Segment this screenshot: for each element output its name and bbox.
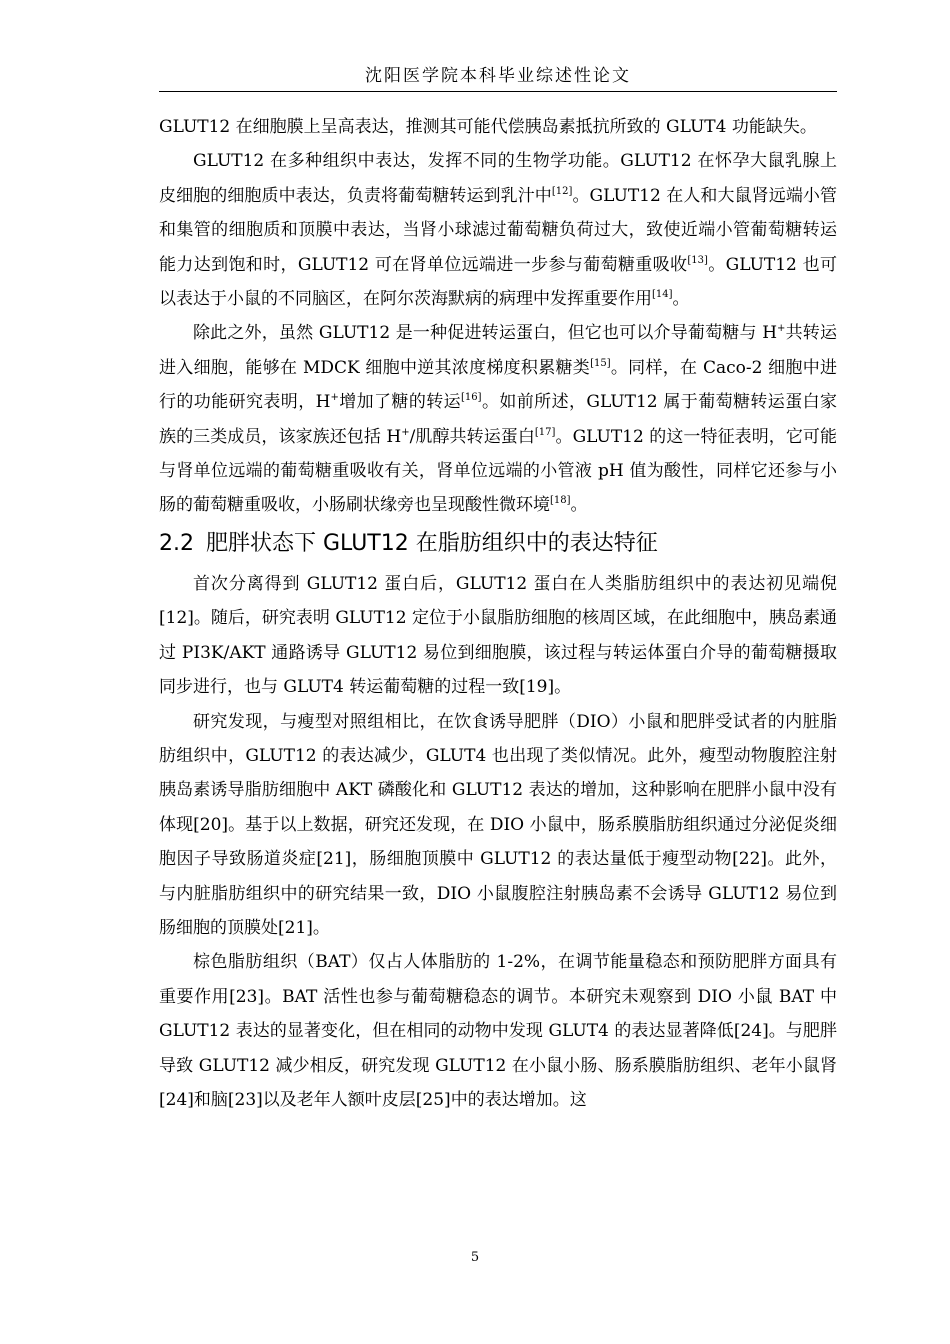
text-run: 。GLUT12 在人和大鼠肾远端小管和集管的细胞质和顶膜中表达，当肾小球滤过葡萄糖负荷过大，致使近端小管葡萄糖转运能力达到饱和时，GLUT12 可在肾单位远端进一步参与葡萄糖重吸收 [159,185,838,275]
text-run: 。如前所述，GLUT12 属于葡萄糖转运蛋白家族的三类成员，该家族还包括 H [159,392,838,447]
superscript-plus: + [777,323,786,335]
text-run: 。同样，在 Caco-2 细胞中进行的功能研究表明，H [159,357,837,413]
superscript-plus: + [330,392,339,404]
citation: [15] [590,357,611,369]
text-run: /肌醇共转运蛋白 [409,426,535,447]
text-run: 共转运进入细胞，能够在 MDCK 细胞中逆其浓度梯度积累糖类 [159,323,837,378]
text-run: 除此之外，虽然 GLUT12 是一种促进转运蛋白，但它也可以介导葡萄糖与 H [193,323,778,344]
citation: [18] [550,495,571,507]
paragraph-proton-cotransport [159,316,837,522]
citation: [12] [551,185,573,197]
header-rule [159,91,837,92]
running-header: 沈阳医学院本科毕业综述性论文 [365,66,631,86]
section-title: 肥胖状态下 GLUT12 在脂肪组织中的表达特征 [206,530,658,556]
paragraph-brown-adipose: 棕色脂肪组织（BAT）仅占人体脂肪的 1-2%，在调节能量稳态和预防肥胖方面具有重要作用[23]。BAT 活性也参与葡萄糖稳态的调节。本研究未观察到 DIO 小鼠 BAT 中 GLUT12 表达的显著变化，但在相同的动物中发现 GLUT4 的表达显著降低[24]。与肥胖导致 GLUT12 减少相反，研究发现 GLUT12 在小鼠小肠、肠系膜脂肪组织、老年小鼠肾[24]和脑[23]以及老年人额叶皮层[25]中的表达增加。这 [159,952,837,1110]
citation: [13] [687,254,708,266]
text-run: 。GLUT12 也可以表达于小鼠的不同脑区，在阿尔茨海默病的病理中发挥重要作用 [159,254,837,310]
citation: [17] [534,426,556,438]
text-run: 增加了糖的转运 [338,392,462,413]
section-number: 2.2 [159,530,194,556]
text-run: 。 [672,289,690,310]
text-run: GLUT12 在多种组织中表达，发挥不同的生物学功能。GLUT12 在怀孕大鼠乳腺上皮细胞的细胞质中表达，负责将葡萄糖转运到乳汁中 [159,151,837,206]
citation: [14] [652,289,673,301]
text-run: 。GLUT12 的这一特征表明，它可能与肾单位远端的葡萄糖重吸收有关，肾单位远端的小管液 pH 值为酸性，同样它还参与小肠的葡萄糖重吸收，小肠刷状缘旁也呈现酸性微环境 [159,426,837,516]
text-run: 。 [570,495,588,516]
paragraph-glut12-tissue-expression [159,144,837,316]
paragraph-continued: GLUT12 在细胞膜上呈高表达，推测其可能代偿胰岛素抵抗所致的 GLUT4 功能缺失。 [159,117,817,137]
section-heading [159,525,837,563]
paragraph-dio-obesity: 研究发现，与瘦型对照组相比，在饮食诱导肥胖（DIO）小鼠和肥胖受试者的内脏脂肪组织中，GLUT12 的表达减少，GLUT4 也出现了类似情况。此外，瘦型动物腹腔注射胰岛素诱导脂肪细胞中 AKT 磷酸化和 GLUT12 表达的增加，这种影响在肥胖小鼠中没有体现[20]。基于以上数据，研究还发现，在 DIO 小鼠中，肠系膜脂肪组织通过分泌促炎细胞因子导致肠道炎症[21]，肠细胞顶膜中 GLUT12 的表达量低于瘦型动物[22]。此外，与内脏脂肪组织中的研究结果一致，DIO 小鼠腹腔注射胰岛素不会诱导 GLUT12 易位到肠细胞的顶膜处[21]。 [159,711,837,938]
body-text [159,110,837,1117]
superscript-plus: + [401,426,410,438]
citation: [16] [461,392,482,404]
page-number: 5 [470,1250,480,1265]
paragraph-adipose-localization: 首次分离得到 GLUT12 蛋白后，GLUT12 蛋白在人类脂肪组织中的表达初见端倪[12]。随后，研究表明 GLUT12 定位于小鼠脂肪细胞的核周区域，在此细胞中，胰岛素通过 PI3K/AKT 通路诱导 GLUT12 易位到细胞膜，该过程与转运体蛋白介导的葡萄糖摄取同步进行，也与 GLUT4 转运葡萄糖的过程一致[19]。 [159,573,837,698]
